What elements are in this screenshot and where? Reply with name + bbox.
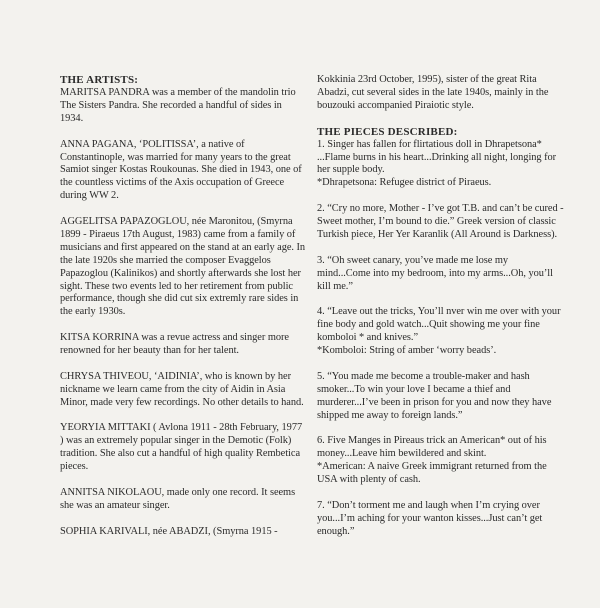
piece-footnote: *Dhrapetsona: Refugee district of Piraeus.: [317, 177, 492, 189]
piece-text: 6. Five Manges in Pireaus trick an American* out of his money...Leave him bewildered and skint.: [317, 435, 547, 460]
artist-bio-anna-pagana: ANNA PAGANA, ‘POLITISSA’, a native of Constantinople, was married for many years to the great Samiot singer Kostas Roukounas. She died in 1943, one of the countless victims of the Axis occupation of Greece during WW 2.: [60, 138, 302, 202]
piece-text: 2. “Cry no more, Mother - I’ve got T.B. and can’t be cured - Sweet mother, I’m bound to die.” Greek version of classic Turkish piece, Her Yer Karanlik (All Around is Darkness).: [317, 203, 564, 240]
piece-text: 5. “You made me become a trouble-maker and hash smoker...To win your love I became a thief and murderer...I’ve been in prison for you and now they have shipped me away to foreign lands.”: [317, 370, 552, 421]
artists-column: [60, 74, 307, 552]
artists-heading: THE ARTISTS:: [60, 74, 139, 86]
artist-bio-continuation: Kokkinia 23rd October, 1995), sister of the great Rita Abadzi, cut several sides in the late 1940s, mainly in the bouzouki accompanied Piraiotic style.: [317, 74, 549, 111]
piece-description-4: [317, 306, 564, 358]
piece-text: 7. “Don’t torment me and laugh when I’m crying over you...I’m aching for your wanton kisses...Just can’t get enough.”: [317, 499, 543, 537]
artist-bio-aggelitsa-papazoglou: AGGELITSA PAPAZOGLOU, née Maronitou, (Smyrna 1899 - Piraeus 17th August, 1983) came from a family of musicians and first appeared on the stand at an early age. In the late 1920s she married the composer Evaggelos Papazoglou (Kalinikos) and shortly afterwards she lost her sight. These two events led to her retirement from public performance, though she did cut six extremly rare sides in the early 1930s.: [60, 216, 306, 318]
artist-bio-annitsa-nikolaou: ANNITSA NIKOLAOU, made only one record. It seems she was an amateur singer.: [60, 487, 296, 511]
piece-description-5: [317, 371, 564, 423]
pieces-column: [317, 74, 564, 552]
piece-description-7: [317, 500, 564, 539]
piece-footnote: *Komboloi: String of amber ‘worry beads’.: [317, 345, 497, 357]
artist-bio-sophia-karivali: SOPHIA KARIVALI, née ABADZI, (Smyrna 1915 -: [60, 525, 278, 537]
artist-bio-maritsa-pandra: MARITSA PANDRA was a member of the mandolin trio The Sisters Pandra. She recorded a handful of sides in 1934.: [60, 87, 296, 124]
piece-text: 4. “Leave out the tricks, You’ll nver win me over with your fine body and gold watch...Quit showing me your fine komboloi * and knives.”: [317, 306, 561, 344]
piece-description-3: [317, 255, 564, 294]
artist-bio-kitsa-korrina: KITSA KORRINA was a revue actress and singer more renowned for her beauty than for her talent.: [60, 332, 289, 357]
piece-description-2: [317, 203, 564, 242]
piece-description-6: [317, 435, 564, 487]
piece-description-1: [317, 139, 564, 191]
pieces-heading: THE PIECES DESCRIBED:: [317, 125, 458, 138]
artist-bio-yeoryia-mittaki: YEORYIA MITTAKI ( Avlona 1911 - 28th February, 1977 ) was an extremely popular singer in the Demotic (Folk) tradition. She also cut a handful of high quality Rembetica pieces.: [60, 422, 303, 473]
piece-text: 3. “Oh sweet canary, you’ve made me lose my mind...Come into my bedroom, into my arms...Oh, you’ll kill me.”: [317, 254, 553, 292]
artist-bio-chrysa-thiveou: CHRYSA THIVEOU, ‘AIDINIA’, who is known by her nickname we learn came from the city of Aidin in Asia Minor, made very few recordings. No other details to hand.: [60, 370, 304, 408]
piece-footnote: *American: A naive Greek immigrant returned from the USA with plenty of cash.: [317, 461, 547, 486]
piece-text: 1. Singer has fallen for flirtatious doll in Dhrapetsona* ...Flame burns in his heart...Drinking all night, longing for her supple body.: [317, 138, 557, 176]
